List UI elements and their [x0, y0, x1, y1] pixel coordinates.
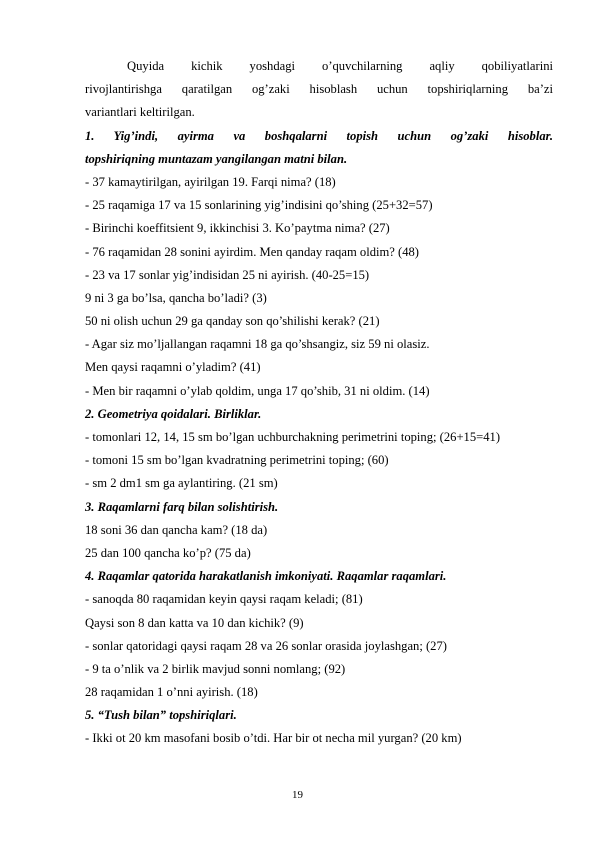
section-4-item: 28 raqamidan 1 o’nni ayirish. (18) — [85, 685, 258, 700]
section-4-item: Qaysi son 8 dan katta va 10 dan kichik? (9) — [85, 615, 304, 630]
section-1-item: - 25 raqamiga 17 va 15 sonlarining yig’indisini qo’shing (25+32=57) — [85, 198, 433, 213]
section-1-item: Men qaysi raqamni o’yladim? (41) — [85, 360, 261, 375]
section-1-heading-line-1: 1. Yig’indi, ayirma va boshqalarni topish uchun og’zaki hisoblar. — [85, 128, 553, 143]
section-5-heading: 5. “Tush bilan” topshiriqlari. — [85, 708, 237, 723]
section-1-item: - Men bir raqamni o’ylab qoldim, unga 17 qo’shib, 31 ni oldim. (14) — [85, 383, 430, 398]
section-3-item: 18 soni 36 dan qancha kam? (18 da) — [85, 522, 268, 537]
section-4-heading: 4. Raqamlar qatorida harakatlanish imkoniyati. Raqamlar raqamlari. — [85, 569, 447, 584]
section-3-heading: 3. Raqamlarni farq bilan solishtirish. — [85, 499, 279, 514]
section-2-item: - tomoni 15 sm bo’lgan kvadratning perimetrini toping; (60) — [85, 453, 389, 468]
section-5-item: - Ikki ot 20 km masofani bosib o’tdi. Har bir ot necha mil yurgan? (20 km) — [85, 731, 462, 746]
section-1-item: 9 ni 3 ga bo’lsa, qancha bo’ladi? (3) — [85, 290, 267, 305]
section-1-item: - 76 raqamidan 28 sonini ayirdim. Men qanday raqam oldim? (48) — [85, 244, 419, 259]
intro-line-1: Quyida kichik yoshdagi o’quvchilarning aqliy qobiliyatlarini — [127, 59, 553, 73]
section-4-item: - 9 ta o’nlik va 2 birlik mavjud sonni nomlang; (92) — [85, 661, 346, 676]
section-4-item: - sonlar qatoridagi qaysi raqam 28 va 26 sonlar orasida joylashgan; (27) — [85, 638, 447, 653]
section-1-item: - Agar siz mo’ljallangan raqamni 18 ga qo’shsangiz, siz 59 ni olasiz. — [85, 337, 430, 352]
section-1-item: 50 ni olish uchun 29 ga qanday son qo’shilishi kerak? (21) — [85, 314, 380, 329]
section-2-item: - sm 2 dm1 sm ga aylantiring. (21 sm) — [85, 476, 278, 491]
page-content — [85, 55, 553, 751]
section-3-item: 25 dan 100 qancha ko’p? (75 da) — [85, 545, 251, 560]
section-1-item: - 37 kamaytirilgan, ayirilgan 19. Farqi nima? (18) — [85, 174, 336, 189]
section-1-heading-line-2: topshiriqning muntazam yangilangan matni bilan. — [85, 151, 348, 166]
section-2-item: - tomonlari 12, 14, 15 sm bo’lgan uchburchakning perimetrini toping; (26+15=41) — [85, 430, 501, 444]
section-4-item: - sanoqda 80 raqamidan keyin qaysi raqam keladi; (81) — [85, 592, 363, 607]
section-1-item: - 23 va 17 sonlar yig’indisidan 25 ni ayirish. (40-25=15) — [85, 267, 370, 282]
section-2-heading: 2. Geometriya qoidalari. Birliklar. — [85, 406, 262, 421]
intro-line-3: variantlari keltirilgan. — [85, 105, 195, 120]
section-1-item: - Birinchi koeffitsient 9, ikkinchisi 3. Ko’paytma nima? (27) — [85, 221, 390, 236]
page-number: 19 — [292, 789, 303, 801]
intro-line-2: rivojlantirishga qaratilgan og’zaki hisoblash uchun topshiriqlarning ba’zi — [85, 82, 553, 97]
